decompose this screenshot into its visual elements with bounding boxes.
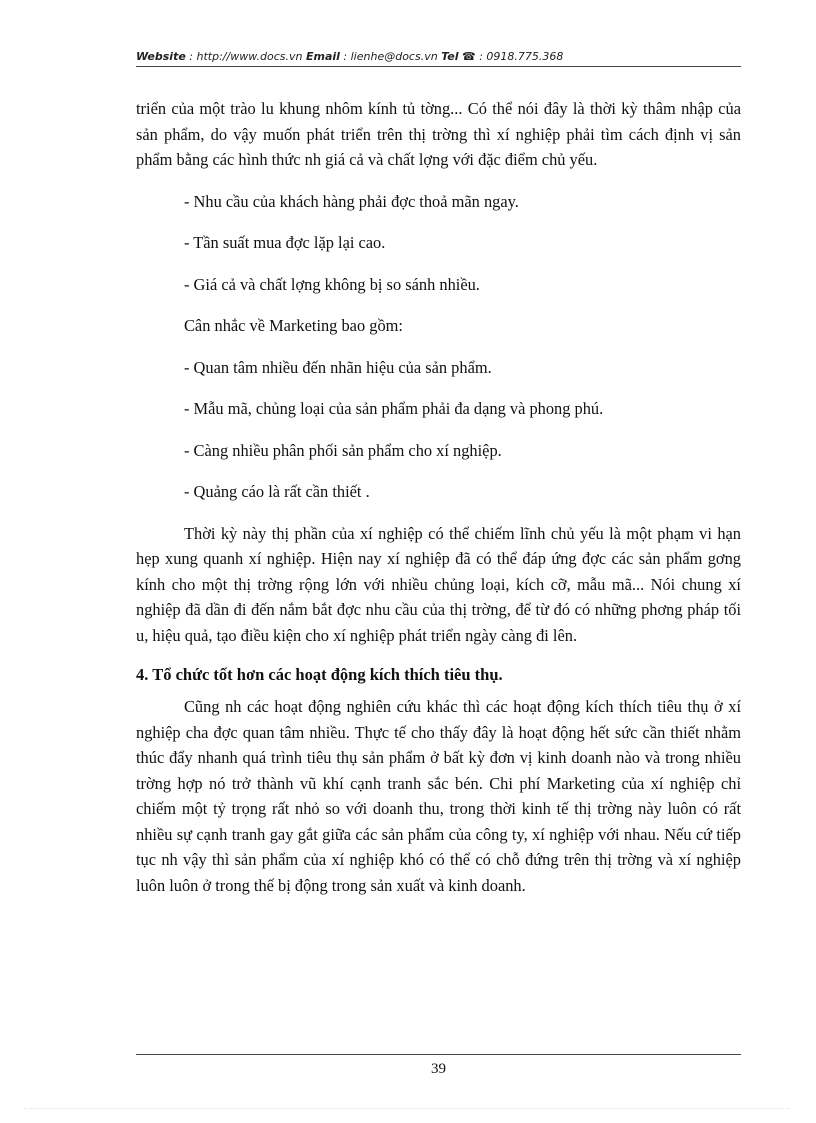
list-item: - Nhu cầu của khách hàng phải đợc thoả mãn ngay. [184, 191, 519, 211]
page-header [136, 50, 741, 63]
tel-label: Tel [441, 50, 459, 63]
email-separator: : [339, 50, 351, 63]
header-divider [136, 66, 741, 67]
footer-divider [136, 1054, 741, 1055]
page-number: 39 [431, 1061, 446, 1077]
list-item: - Giá cả và chất lợng không bị so sánh nhiều. [184, 274, 480, 294]
paragraph-1: triển của một trào lu khung nhôm kính tủ tờng... Có thể nói đây là thời kỳ thâm nhập của sản phẩm, do vậy muốn phát triển trên thị trờng thì xí nghiệp phải tìm cách định vị sản phẩm bằng các hình thức nh giá cả và chất lợng với đặc điểm chủ yếu. [136, 99, 741, 169]
list-item: - Quan tâm nhiều đến nhãn hiệu của sản phẩm. [184, 357, 492, 377]
list-item: - Càng nhiều phân phối sản phẩm cho xí nghiệp. [184, 440, 502, 460]
paragraph-2: Thời kỳ này thị phần của xí nghiệp có thể chiếm lĩnh chủ yếu là một phạm vi hạn hẹp xung quanh xí nghiệp. Hiện nay xí nghiệp đã có thể đáp ứng đợc các sản phẩm gơng kính cho một thị trờng rộng lớn với nhiều chủng loại, kích cỡ, mẫu mã... Nói chung xí nghiệp đã dần đi đến nắm bắt đợc nhu cầu của thị trờng, để từ đó có những phơng pháp tối u, hiệu quả, tạo điều kiện cho xí nghiệp phát triển ngày càng đi lên. [136, 523, 741, 645]
email-label: Email [305, 50, 340, 63]
marketing-intro: Cân nhắc về Marketing bao gồm: [184, 316, 403, 335]
bottom-dotted-rule [24, 1108, 790, 1109]
telephone-icon: ☎ [462, 50, 476, 63]
website-separator: : [185, 50, 197, 63]
section-heading: 4. Tổ chức tốt hơn các hoạt động kích thích tiêu thụ. [136, 665, 503, 684]
tel-number: 0918.775.368 [486, 50, 564, 63]
tel-separator: : [475, 50, 487, 63]
list-item: - Mẫu mã, chủng loại của sản phẩm phải đa dạng và phong phú. [184, 399, 604, 418]
list-item: - Quảng cáo là rất cần thiết . [184, 482, 370, 501]
website-label: Website [136, 50, 186, 63]
paragraph-3: Cũng nh các hoạt động nghiên cứu khác thì các hoạt động kích thích tiêu thụ ở xí nghiệp cha đợc quan tâm nhiều. Thực tế cho thấy đây là hoạt động hết sức cần thiết nhằm thúc đẩy nhanh quá trình tiêu thụ sản phẩm ở bất kỳ đơn vị kinh doanh nào và trong nhiều trờng hợp nó trở thành vũ khí cạnh tranh sắc bén. Chi phí Marketing của xí nghiệp chỉ chiếm một tỷ trọng rất nhỏ so với doanh thu, trong thời kinh tế thị trờng này luôn có rất nhiều sự cạnh tranh gay gắt giữa các sản phẩm của công ty, xí nghiệp với nhau. Nếu cứ tiếp tục nh vậy thì sản phẩm của xí nghiệp khó có thể có chỗ đứng trên thị trờng và xí nghiệp luôn luôn ở trong thế bị động trong sản xuất và kinh doanh. [136, 697, 741, 895]
list-item: - Tần suất mua đợc lặp lại cao. [184, 233, 386, 252]
website-url[interactable]: http://www.docs.vn [196, 50, 303, 63]
document-body [136, 96, 741, 898]
email-address[interactable]: lienhe@docs.vn [350, 50, 438, 63]
